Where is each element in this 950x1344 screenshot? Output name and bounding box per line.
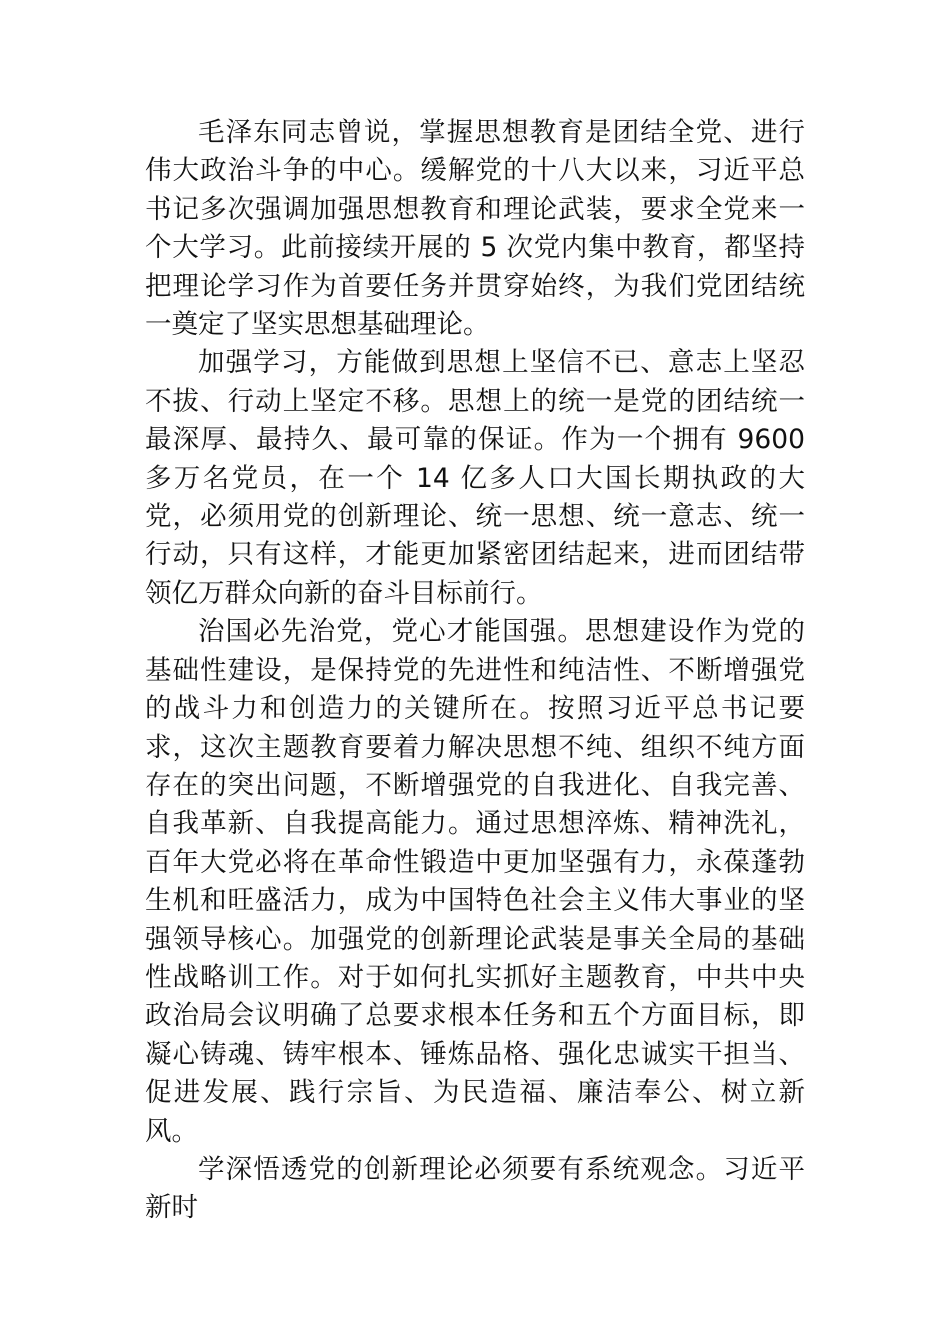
- paragraph-1: 毛泽东同志曾说，掌握思想教育是团结全党、进行伟大政治斗争的中心。缓解党的十八大以来，习近平总书记多次强调加强思想教育和理论武装，要求全党来一个大学习。此前接续开展的 5 次党内集中教育，都坚持把理论学习作为首要任务并贯穿始终，为我们党团结统一奠定了坚实思想基础理论。: [145, 117, 805, 341]
- document-body: [145, 114, 805, 1228]
- paragraph-2: 加强学习，方能做到思想上坚信不已、意志上坚忍不拔、行动上坚定不移。思想上的统一是党的团结统一最深厚、最持久、最可靠的保证。作为一个拥有 9600 多万名党员，在一个 14 亿多人口大国长期执政的大党，必须用党的创新理论、统一思想、统一意志、统一行动，只有这样，才能更加紧密团结起来，进而团结带领亿万群众向新的奋斗目标前行。: [145, 347, 805, 609]
- paragraph-3: 治国必先治党，党心才能国强。思想建设作为党的基础性建设，是保持党的先进性和纯洁性、不断增强党的战斗力和创造力的关键所在。按照习近平总书记要求，这次主题教育要着力解决思想不纯、组织不纯方面存在的突出问题，不断增强党的自我进化、自我完善、自我革新、自我提高能力。通过思想淬炼、精神洗礼，百年大党必将在革命性锻造中更加坚强有力，永葆蓬勃生机和旺盛活力，成为中国特色社会主义伟大事业的坚强领导核心。加强党的创新理论武装是事关全局的基础性战略训工作。对于如何扎实抓好主题教育，中共中央政治局会议明确了总要求根本任务和五个方面目标，即凝心铸魂、铸牢根本、锤炼品格、强化忠诚实干担当、促进发展、践行宗旨、为民造福、廉洁奉公、树立新风。: [145, 616, 805, 1147]
- paragraph-4: 学深悟透党的创新理论必须要有系统观念。习近平新时: [145, 1153, 805, 1224]
